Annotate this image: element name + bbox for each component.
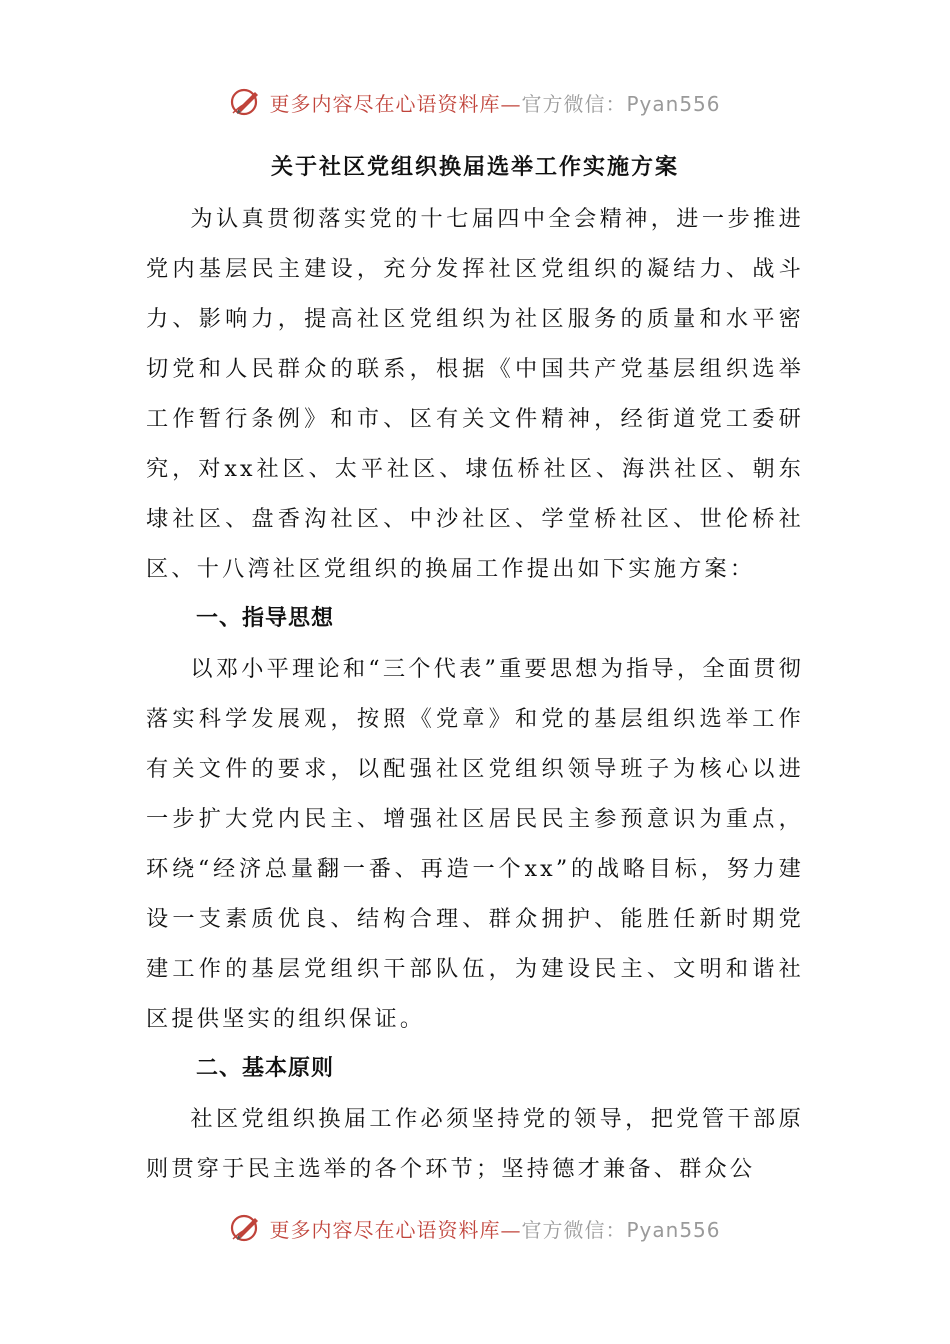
document-body [146,194,804,1194]
guiding-ideology-paragraph: 以邓小平理论和“三个代表”重要思想为指导，全面贯彻落实科学发展观，按照《党章》和党的基层组织选举工作有关文件的要求，以配强社区党组织领导班子为核心以进一步扩大党内民主、增强社区居民民主参预意识为重点，环绕“经济总量翻一番、再造一个xx”的战略目标，努力建设一支素质优良、结构合理、群众拥护、能胜任新时期党建工作的基层党组织干部队伍，为建设民主、文明和谐社区提供坚实的组织保证。 [146,656,804,1032]
watermark-text: 更多内容尽在心语资料库—官方微信：Pyan556 [269,91,721,116]
section-heading-guiding-ideology: 一、指导思想 [196,606,335,631]
document-title: 关于社区党组织换届选举工作实施方案 [270,155,679,180]
watermark-text: 更多内容尽在心语资料库—官方微信：Pyan556 [269,1217,721,1242]
basic-principles-paragraph: 社区党组织换届工作必须坚持党的领导，把党管干部原则贯穿于民主选举的各个环节；坚持德才兼备、群众公 [146,1106,804,1182]
intro-paragraph: 为认真贯彻落实党的十七届四中全会精神，进一步推进党内基层民主建设，充分发挥社区党组织的凝结力、战斗力、影响力，提高社区党组织为社区服务的质量和水平密切党和人民群众的联系，根据《中国共产党基层组织选举工作暂行条例》和市、区有关文件精神，经街道党工委研究，对xx社区、太平社区、埭伍桥社区、海洪社区、朝东埭社区、盘香沟社区、中沙社区、学堂桥社区、世伦桥社区、十八湾社区党组织的换届工作提出如下实施方案： [146,206,804,582]
header-watermark-banner [0,82,950,122]
pen-logo-icon [229,1211,263,1245]
pen-logo-icon [229,85,263,119]
footer-watermark-banner [0,1208,950,1248]
section-heading-basic-principles: 二、基本原则 [196,1056,335,1081]
